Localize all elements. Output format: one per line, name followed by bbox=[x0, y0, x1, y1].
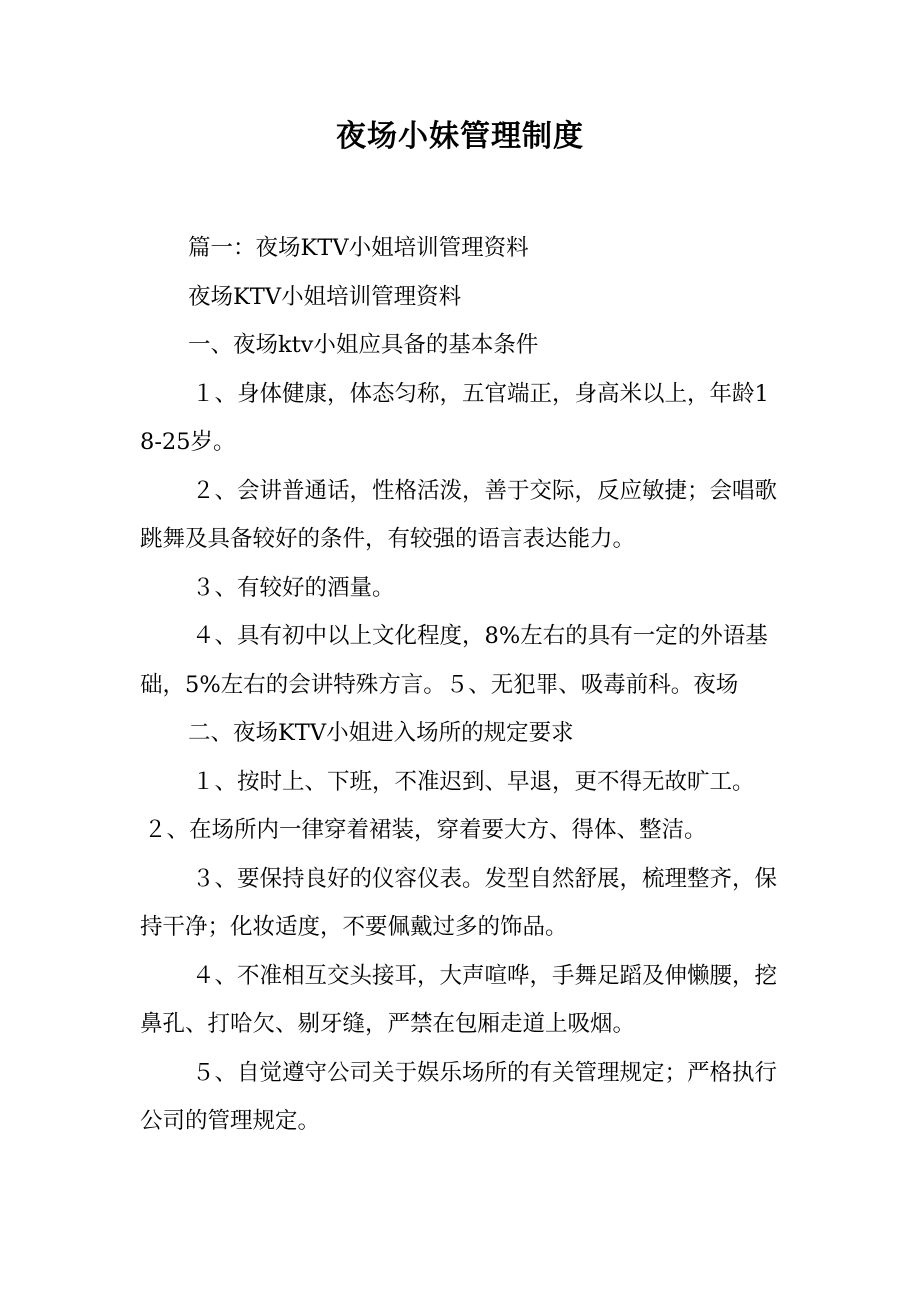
section-heading-part1: 篇一：夜场KTV小姐培训管理资料 bbox=[188, 235, 529, 261]
paragraph-condition-1: １、身体健康，体态匀称，五官端正，身高米以上，年龄18-25岁。 bbox=[140, 380, 769, 455]
paragraph-rule-1: １、按时上、下班，不准迟到、早退，更不得无故旷工。 bbox=[192, 768, 755, 795]
paragraph-rule-3: ３、要保持良好的仪容仪表。发型自然舒展，梳理整齐，保持干净；化妆适度，不要佩戴过多的饰品。 bbox=[140, 865, 778, 940]
paragraph-rule-5: ５、自觉遵守公司关于娱乐场所的有关管理规定；严格执行公司的管理规定。 bbox=[140, 1059, 778, 1134]
section-heading-basic-conditions: 一、夜场ktv小姐应具备的基本条件 bbox=[188, 332, 539, 358]
paragraph-condition-2: ２、会讲普通话，性格活泼，善于交际，反应敏捷；会唱歌跳舞及具备较好的条件，有较强的语言表达能力。 bbox=[140, 477, 778, 552]
paragraph-condition-4-5: ４、具有初中以上文化程度，8%左右的具有一定的外语基础，5%左右的会讲特殊方言。５、无犯罪、吸毒前科。夜场 bbox=[140, 623, 768, 698]
document-title: 夜场小妹管理制度 bbox=[336, 119, 584, 154]
paragraph-rule-4: ４、不准相互交头接耳，大声喧哗，手舞足蹈及伸懒腰，挖鼻孔、打哈欠、剔牙缝，严禁在包厢走道上吸烟。 bbox=[140, 962, 778, 1037]
paragraph-condition-3: ３、有较好的酒量。 bbox=[192, 574, 395, 601]
subheading-training-material: 夜场KTV小姐培训管理资料 bbox=[188, 283, 462, 310]
document-body bbox=[140, 224, 782, 1146]
paragraph-rule-2: ２、在场所内一律穿着裙装，穿着要大方、得体、整洁。 bbox=[144, 817, 707, 843]
section-heading-entry-requirements: 二、夜场KTV小姐进入场所的规定要求 bbox=[188, 720, 574, 746]
